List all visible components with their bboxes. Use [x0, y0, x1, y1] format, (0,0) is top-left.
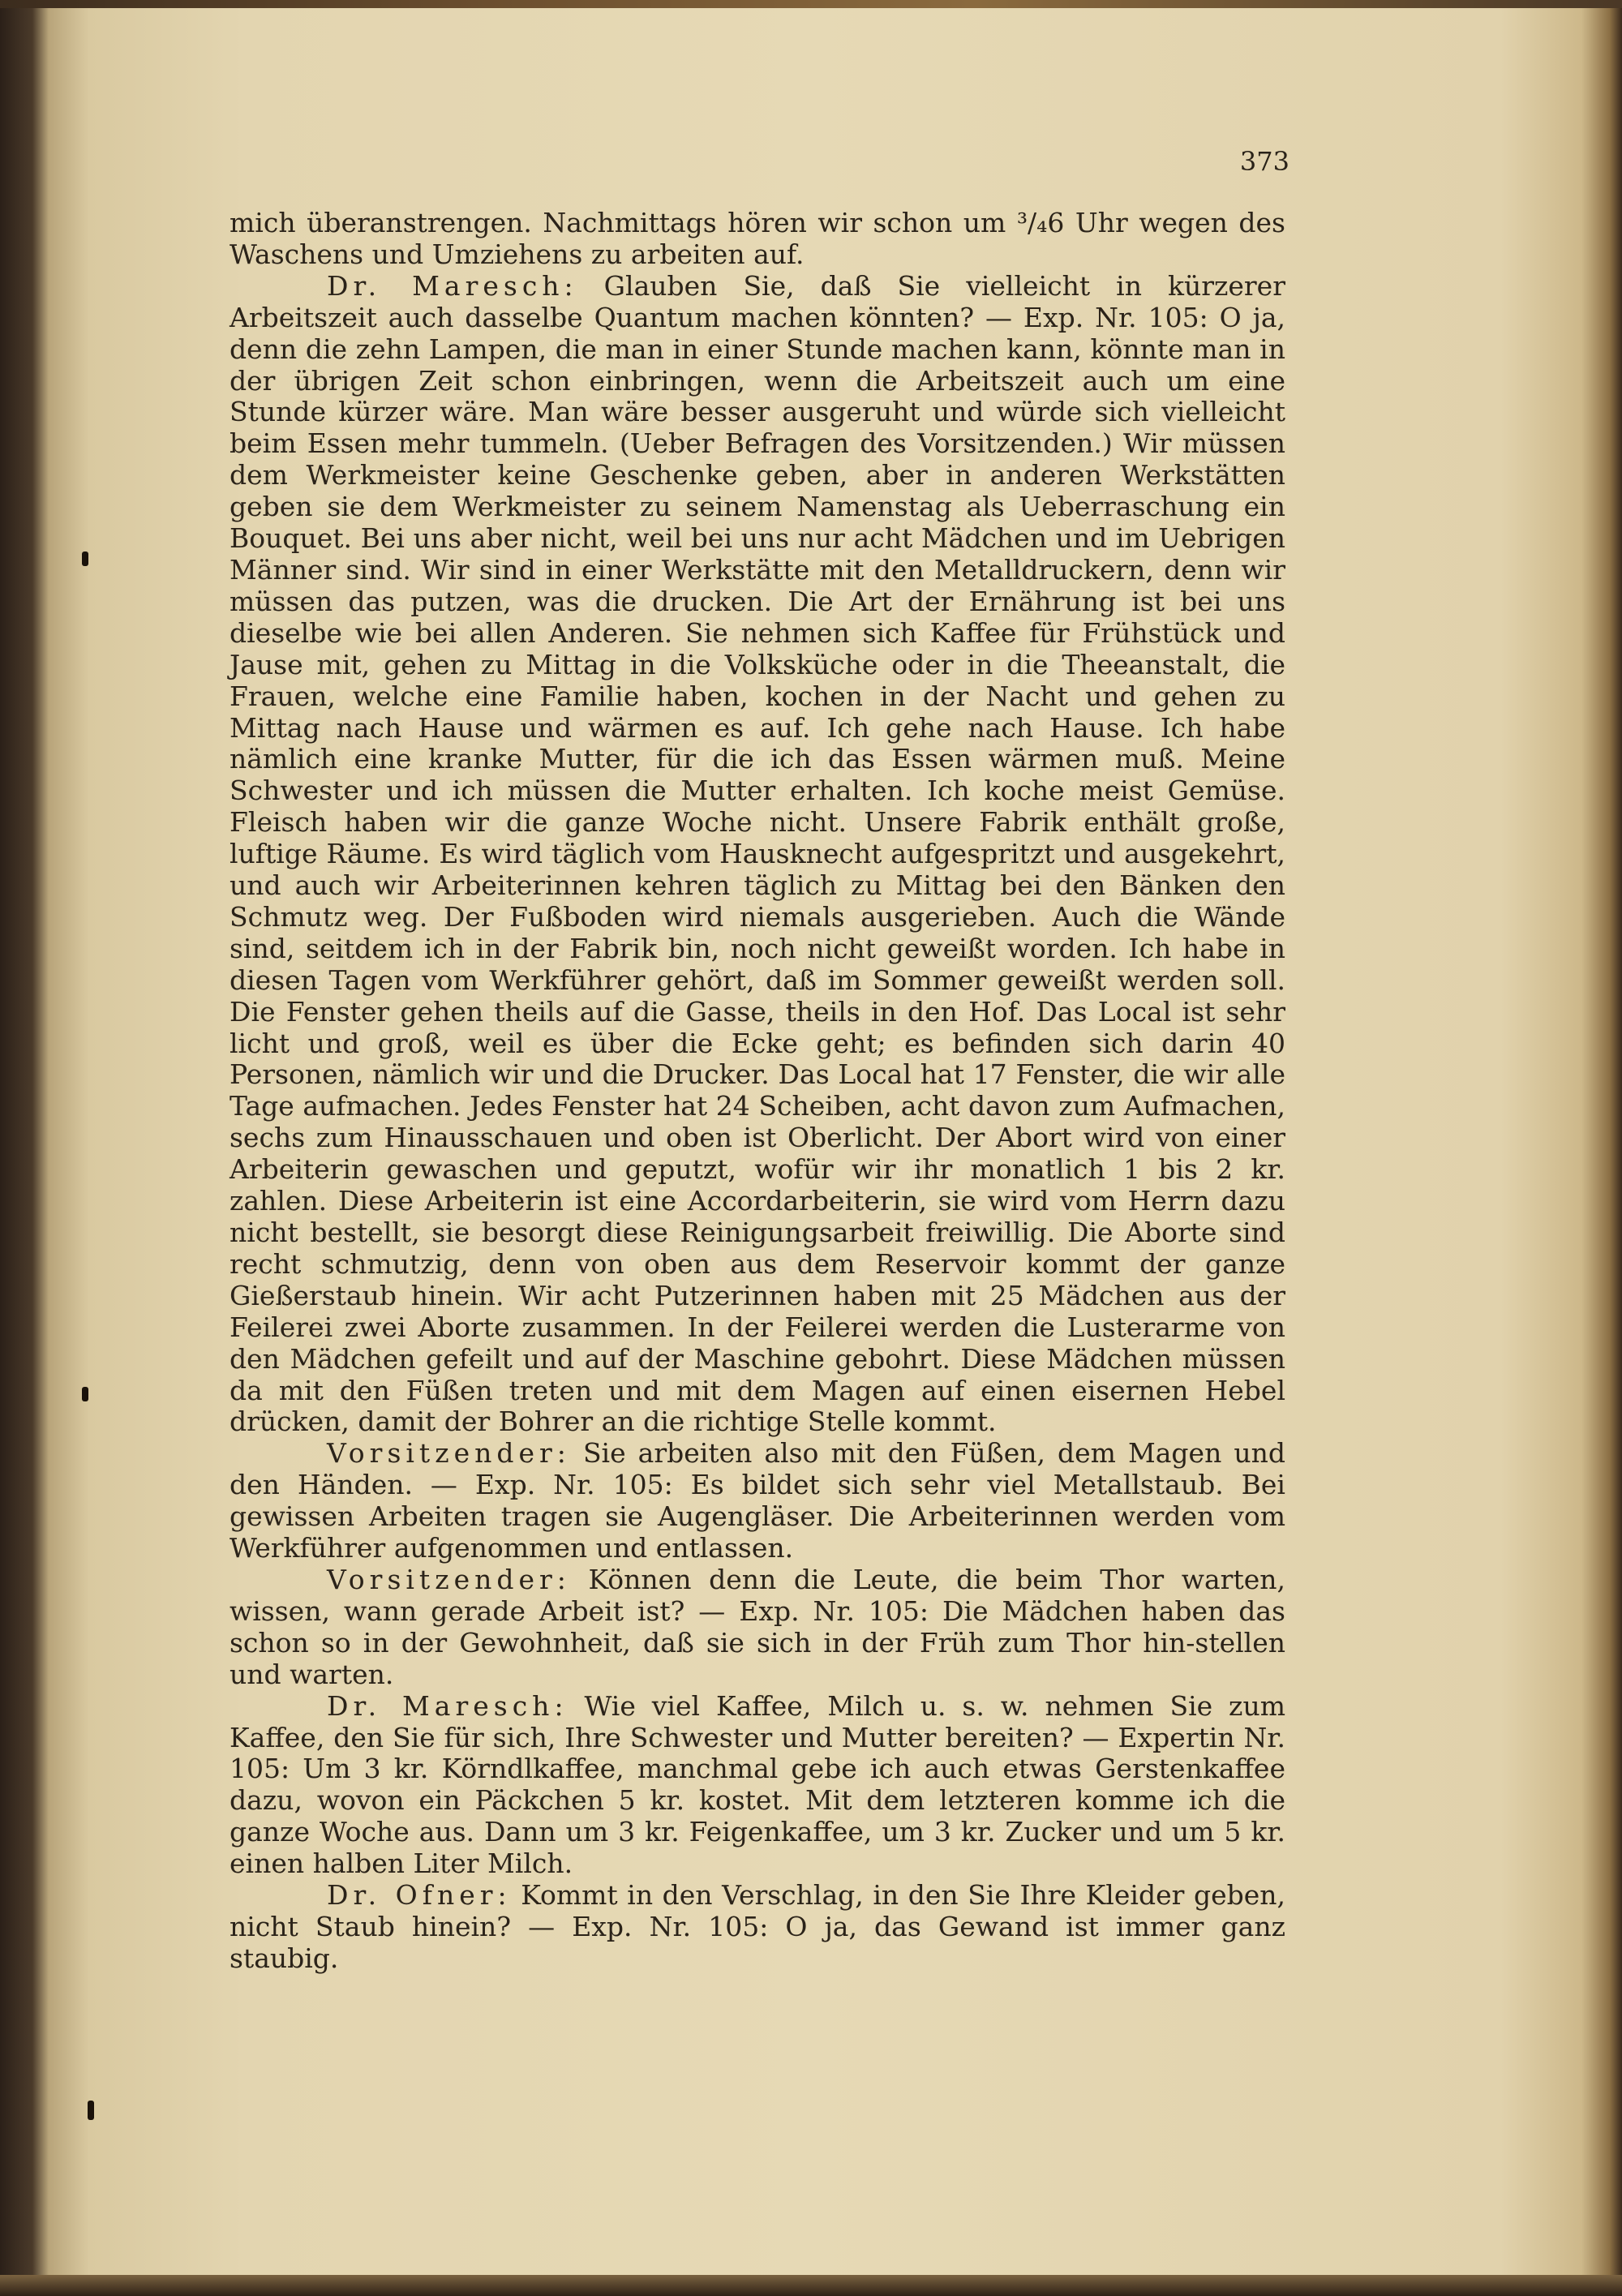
- paragraph-text: Glauben Sie, daß Sie vielleicht in kürzerer Arbeitszeit auch dasselbe Quantum machen könnten? — Exp. Nr. 105: O ja, denn die zehn Lampen, die man in einer Stunde machen kann, könnte man in der übrigen Zeit schon einbringen, wenn die Arbeitszeit auch um eine Stunde kürzer wäre. Man wäre besser ausgeruht und würde sich vielleicht beim Essen mehr tummeln. (Ueber Befragen des Vorsitzenden.) Wir müssen dem Werkmeister keine Geschenke geben, aber in anderen Werkstätten geben sie dem Werkmeister zu seinem Namenstag als Ueberraschung ein Bouquet. Bei uns aber nicht, weil bei uns nur acht Mädchen und im Uebrigen Männer sind. Wir sind in einer Werkstätte mit den Metalldruckern, denn wir müssen das putzen, was die drucken. Die Art der Ernährung ist bei uns dieselbe wie bei allen Anderen. Sie nehmen sich Kaffee für Frühstück und Jause mit, gehen zu Mittag in die Volksküche oder in die Theeanstalt, die Frauen, welche eine Familie haben, kochen in der Nacht und gehen zu Mittag nach Hause und wärmen es auf. Ich gehe nach Hause. Ich habe nämlich eine kranke Mutter, für die ich das Essen wärmen muß. Meine Schwester und ich müssen die Mutter erhalten. Ich koche meist Gemüse. Fleisch haben wir die ganze Woche nicht. Unsere Fabrik enthält große, luftige Räume. Es wird täglich vom Hausknecht aufgespritzt und ausgekehrt, und auch wir Arbeiterinnen kehren täglich zu Mittag bei den Bänken den Schmutz weg. Der Fußboden wird niemals ausgerieben. Auch die Wände sind, seitdem ich in der Fabrik bin, noch nicht geweißt worden. Ich habe in diesen Tagen vom Werkführer gehört, daß im Sommer geweißt werden soll. Die Fenster gehen theils auf die Gasse, theils in den Hof. Das Local ist sehr licht und groß, weil es über die Ecke geht; es befinden sich darin 40 Personen, nämlich wir und die Drucker. Das Local hat 17 Fenster, die wir alle Tage aufmachen. Jedes Fenster hat 24 Scheiben, acht davon zum Aufmachen, sechs zum Hinausschauen und oben ist Oberlicht. Der Abort wird von einer Arbeiterin gewaschen und geputzt, wofür wir ihr monatlich 1 bis 2 kr. zahlen. Diese Arbeiterin ist eine Accordarbeiterin, sie wird vom Herrn dazu nicht bestellt, sie besorgt diese Reinigungsarbeit freiwillig. Die Aborte sind recht schmutzig, denn von oben aus dem Reservoir kommt der ganze Gießerstaub hinein. Wir acht Putzerinnen haben mit 25 Mädchen aus der Feilerei zwei Aborte zusammen. In der Feilerei werden die Lusterarme von den Mädchen gefeilt und auf der Maschine gebohrt. Diese Mädchen müssen da mit den Füßen treten und mit dem Magen auf einen eisernen Hebel drücken, damit der Bohrer an die richtige Stelle kommt.: [230, 269, 1285, 1438]
- paragraph: [230, 208, 1285, 271]
- paragraph-text: Sie arbeiten also mit den Füßen, dem Magen und den Händen. — Exp. Nr. 105: Es bildet sich sehr viel Metallstaub. Bei gewissen Arbeiten tragen sie Augengläser. Die Arbeiterinnen werden vom Werkführer aufgenommen und entlassen.: [230, 1437, 1285, 1564]
- paragraph-text: mich überanstrengen. Nachmittags hören wir schon um ³/₄6 Uhr wegen des Waschens und Umziehens zu arbeiten auf.: [230, 207, 1285, 270]
- margin-mark: [88, 2101, 94, 2120]
- speaker-name: Vorsitzender:: [327, 1437, 571, 1470]
- paragraph: [230, 1438, 1285, 1564]
- paragraph-text: Kommt in den Verschlag, in den Sie Ihre Kleider geben, nicht Staub hinein? — Exp. Nr. 105: O ja, das Gewand ist immer ganz staubig.: [230, 1879, 1286, 1974]
- paragraph-text: Können denn die Leute, die beim Thor warten, wissen, wann gerade Arbeit ist? — Exp. Nr. 105: Die Mädchen haben das schon so in der Gewohnheit, daß sie sich in der Früh zum Thor hin-stellen und warten.: [230, 1563, 1285, 1690]
- margin-mark: [82, 551, 88, 566]
- body-text: [230, 208, 1285, 1975]
- speaker-name: Dr. Ofner:: [327, 1879, 512, 1912]
- paragraph: [230, 1564, 1285, 1691]
- page-number: 373: [1239, 146, 1289, 177]
- page-top-edge: [0, 0, 1622, 8]
- paragraph: [230, 271, 1285, 1439]
- speaker-name: Dr. Maresch:: [327, 269, 578, 302]
- speaker-name: Dr. Maresch:: [327, 1689, 569, 1722]
- paragraph-text: Wie viel Kaffee, Milch u. s. w. nehmen Sie zum Kaffee, den Sie für sich, Ihre Schwester und Mutter bereiten? — Expertin Nr. 105: Um 3 kr. Körndlkaffee, manchmal gebe ich auch etwas Gerstenkaffee dazu, wovon ein Päckchen 5 kr. kostet. Mit dem letzteren komme ich die ganze Woche aus. Dann um 3 kr. Feigenkaffee, um 3 kr. Zucker und um 5 kr. einen halben Liter Milch.: [230, 1689, 1285, 1880]
- paragraph: [230, 1691, 1285, 1880]
- margin-mark: [82, 1387, 88, 1401]
- speaker-name: Vorsitzender:: [327, 1563, 571, 1595]
- page-bottom-edge: [0, 2275, 1622, 2296]
- paragraph: [230, 1880, 1285, 1975]
